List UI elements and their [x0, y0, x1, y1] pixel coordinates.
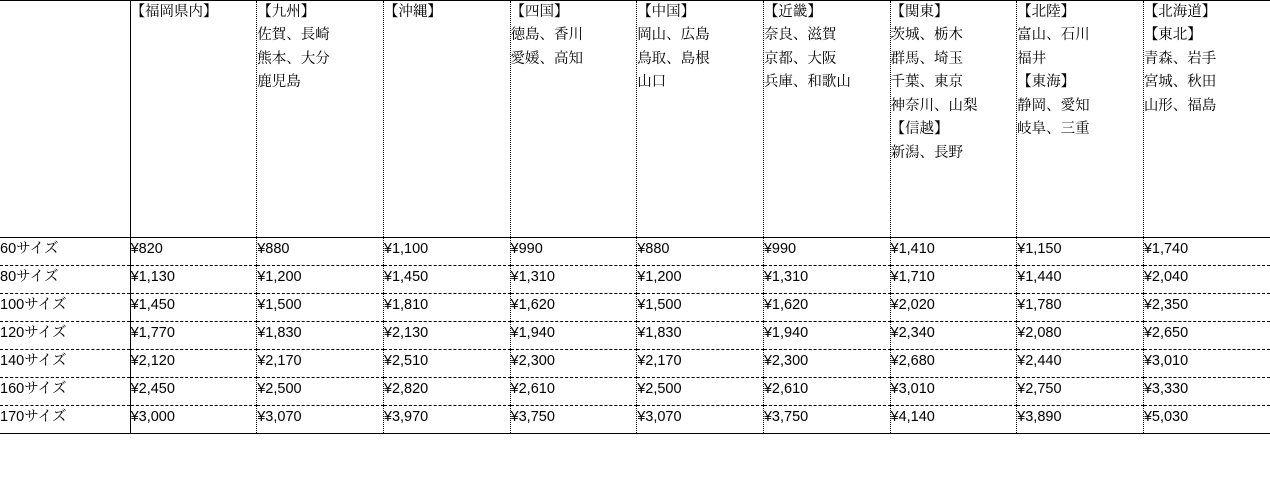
column-header-line: 青森、岩手 [1143, 50, 1217, 67]
column-header-line: 新潟、長野 [890, 144, 963, 161]
row-size-label: 160サイズ [0, 378, 130, 406]
price-cell: ¥2,500 [637, 378, 764, 406]
price-cell: ¥1,450 [383, 266, 510, 294]
column-header-line: 【福岡県内】 [130, 4, 218, 20]
column-header-kinki [763, 1, 890, 238]
column-header-fukuoka [130, 1, 257, 238]
column-header-lines [891, 1, 1017, 165]
price-cell: ¥3,330 [1143, 378, 1270, 406]
price-cell: ¥1,940 [510, 322, 637, 350]
price-cell: ¥2,500 [257, 378, 384, 406]
column-header-line: 京都、大阪 [763, 50, 837, 67]
column-header-line: 茨城、栃木 [890, 27, 963, 44]
price-cell: ¥820 [130, 238, 257, 266]
price-cell: ¥1,940 [763, 322, 890, 350]
column-header-lines [257, 1, 383, 95]
table-corner-cell [0, 1, 130, 238]
price-cell: ¥3,890 [1017, 406, 1144, 434]
table-body [0, 238, 1270, 434]
price-cell: ¥1,740 [1143, 238, 1270, 266]
column-header-lines [1017, 1, 1143, 142]
column-header-line: 福井 [1017, 50, 1047, 67]
table-row [0, 378, 1270, 406]
price-cell: ¥1,830 [257, 322, 384, 350]
column-header-line: 千葉、東京 [890, 74, 963, 91]
price-cell: ¥3,010 [890, 378, 1017, 406]
price-cell: ¥2,020 [890, 294, 1017, 322]
table-row [0, 322, 1270, 350]
column-header-lines [764, 1, 890, 95]
price-cell: ¥3,000 [130, 406, 257, 434]
price-cell: ¥1,200 [637, 266, 764, 294]
price-cell: ¥1,500 [257, 294, 384, 322]
column-header-line: 【四国】 [510, 4, 569, 20]
price-cell: ¥1,130 [130, 266, 257, 294]
column-header-line: 山形、福島 [1143, 97, 1217, 114]
column-header-line: 宮城、秋田 [1143, 74, 1217, 91]
price-cell: ¥2,820 [383, 378, 510, 406]
price-cell: ¥880 [637, 238, 764, 266]
column-header-hokkaido [1143, 1, 1270, 238]
table-row [0, 294, 1270, 322]
table-header-row [0, 1, 1270, 238]
price-cell: ¥1,710 [890, 266, 1017, 294]
price-cell: ¥1,440 [1017, 266, 1144, 294]
column-header-line: 鳥取、島根 [637, 50, 710, 67]
table-row [0, 266, 1270, 294]
price-cell: ¥1,830 [637, 322, 764, 350]
column-header-line: 愛媛、高知 [510, 50, 584, 67]
price-cell: ¥4,140 [890, 406, 1017, 434]
column-header-line: 佐賀、長崎 [257, 27, 330, 44]
row-size-label: 100サイズ [0, 294, 130, 322]
price-cell: ¥2,610 [763, 378, 890, 406]
column-header-lines [637, 1, 763, 95]
price-cell: ¥3,070 [257, 406, 384, 434]
price-cell: ¥1,780 [1017, 294, 1144, 322]
price-cell: ¥2,650 [1143, 322, 1270, 350]
column-header-line: 岡山、広島 [637, 27, 710, 44]
column-header-hokuriku [1017, 1, 1144, 238]
column-header-line: 兵庫、和歌山 [763, 74, 851, 91]
price-cell: ¥2,130 [383, 322, 510, 350]
column-header-line: 【北陸】 [1017, 4, 1076, 20]
price-cell: ¥2,680 [890, 350, 1017, 378]
price-cell: ¥2,300 [763, 350, 890, 378]
column-header-lines [1144, 1, 1270, 118]
price-cell: ¥1,810 [383, 294, 510, 322]
column-header-line: 徳島、香川 [510, 27, 584, 44]
row-size-label: 140サイズ [0, 350, 130, 378]
price-cell: ¥880 [257, 238, 384, 266]
column-header-chugoku [637, 1, 764, 238]
table-row [0, 406, 1270, 434]
column-header-line: 【東海】 [1017, 74, 1076, 91]
price-cell: ¥1,200 [257, 266, 384, 294]
price-cell: ¥1,620 [763, 294, 890, 322]
column-header-lines [511, 1, 637, 71]
price-cell: ¥3,070 [637, 406, 764, 434]
price-cell: ¥1,770 [130, 322, 257, 350]
price-cell: ¥2,300 [510, 350, 637, 378]
column-header-line: 群馬、埼玉 [890, 50, 963, 67]
column-header-line: 富山、石川 [1017, 27, 1090, 44]
column-header-shikoku [510, 1, 637, 238]
price-cell: ¥1,100 [383, 238, 510, 266]
column-header-line: 【北海道】 [1143, 4, 1217, 20]
price-cell: ¥1,410 [890, 238, 1017, 266]
price-cell: ¥2,510 [383, 350, 510, 378]
price-cell: ¥2,170 [637, 350, 764, 378]
column-header-line: 【関東】 [890, 4, 949, 20]
column-header-lines [384, 1, 510, 24]
price-cell: ¥5,030 [1143, 406, 1270, 434]
column-header-line: 鹿児島 [257, 74, 301, 91]
column-header-line: 山口 [637, 74, 667, 91]
row-size-label: 80サイズ [0, 266, 130, 294]
column-header-line: 【近畿】 [763, 4, 822, 20]
price-cell: ¥2,080 [1017, 322, 1144, 350]
column-header-kanto [890, 1, 1017, 238]
price-cell: ¥1,150 [1017, 238, 1144, 266]
row-size-label: 120サイズ [0, 322, 130, 350]
price-cell: ¥2,440 [1017, 350, 1144, 378]
price-cell: ¥3,970 [383, 406, 510, 434]
price-cell: ¥1,620 [510, 294, 637, 322]
price-cell: ¥2,450 [130, 378, 257, 406]
table-row [0, 350, 1270, 378]
column-header-line: 【中国】 [637, 4, 696, 20]
column-header-line: 【東北】 [1143, 27, 1202, 44]
price-cell: ¥2,610 [510, 378, 637, 406]
price-cell: ¥3,750 [510, 406, 637, 434]
column-header-line: 【沖縄】 [383, 4, 442, 20]
price-cell: ¥2,120 [130, 350, 257, 378]
price-cell: ¥2,170 [257, 350, 384, 378]
column-header-line: 【信越】 [890, 121, 949, 138]
price-cell: ¥1,310 [510, 266, 637, 294]
price-cell: ¥2,340 [890, 322, 1017, 350]
column-header-lines [131, 1, 257, 24]
price-cell: ¥990 [510, 238, 637, 266]
price-cell: ¥3,010 [1143, 350, 1270, 378]
row-size-label: 170サイズ [0, 406, 130, 434]
column-header-line: 奈良、滋賀 [763, 27, 837, 44]
column-header-okinawa [383, 1, 510, 238]
column-header-line: 静岡、愛知 [1017, 97, 1090, 114]
price-cell: ¥1,500 [637, 294, 764, 322]
price-cell: ¥2,040 [1143, 266, 1270, 294]
row-size-label: 60サイズ [0, 238, 130, 266]
price-cell: ¥2,350 [1143, 294, 1270, 322]
column-header-line: 熊本、大分 [257, 50, 330, 67]
column-header-line: 【九州】 [257, 4, 316, 20]
price-cell: ¥1,450 [130, 294, 257, 322]
price-cell: ¥1,310 [763, 266, 890, 294]
column-header-line: 岐阜、三重 [1017, 121, 1090, 138]
column-header-line: 神奈川、山梨 [890, 97, 978, 114]
price-cell: ¥990 [763, 238, 890, 266]
column-header-kyushu [257, 1, 384, 238]
table-row [0, 238, 1270, 266]
price-cell: ¥2,750 [1017, 378, 1144, 406]
price-cell: ¥3,750 [763, 406, 890, 434]
